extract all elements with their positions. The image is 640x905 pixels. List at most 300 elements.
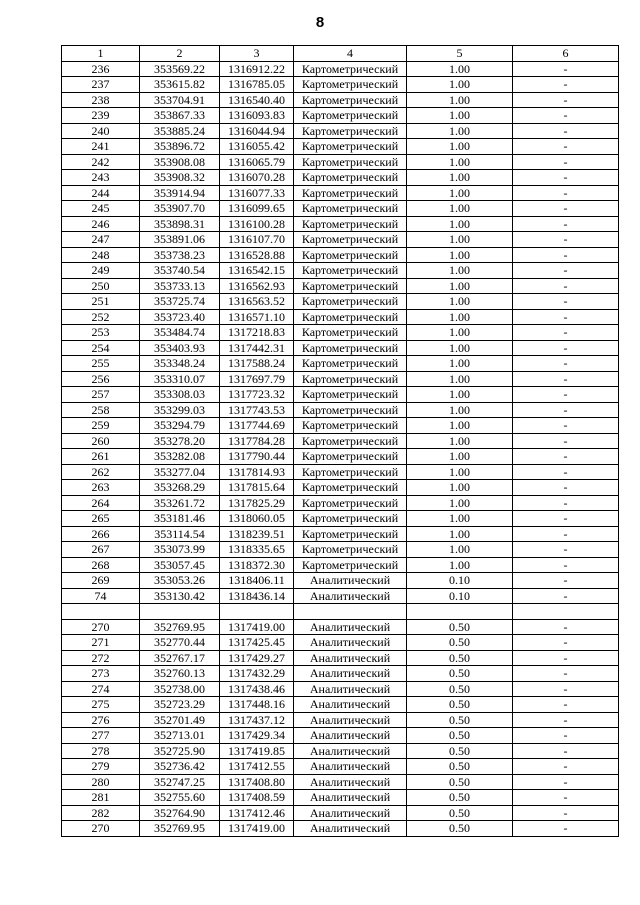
x-coordinate-cell: 352736.42 (140, 759, 220, 775)
accuracy-cell: 0.50 (407, 619, 513, 635)
accuracy-cell: 1.00 (407, 170, 513, 186)
y-coordinate-cell: 1317723.32 (220, 387, 294, 403)
table-row (62, 418, 619, 434)
note-cell: - (513, 619, 619, 635)
point-number-cell: 238 (62, 92, 140, 108)
y-coordinate-cell: 1317412.46 (220, 805, 294, 821)
point-number-cell (62, 604, 140, 620)
y-coordinate-cell: 1316044.94 (220, 123, 294, 139)
y-coordinate-cell: 1317419.85 (220, 743, 294, 759)
accuracy-cell: 1.00 (407, 294, 513, 310)
y-coordinate-cell: 1316099.65 (220, 201, 294, 217)
accuracy-cell: 1.00 (407, 232, 513, 248)
table-row (62, 108, 619, 124)
y-coordinate-cell: 1317429.34 (220, 728, 294, 744)
x-coordinate-cell: 353896.72 (140, 139, 220, 155)
note-cell: - (513, 356, 619, 372)
table-row (62, 201, 619, 217)
y-coordinate-cell: 1318372.30 (220, 557, 294, 573)
x-coordinate-cell: 353310.07 (140, 371, 220, 387)
note-cell: - (513, 371, 619, 387)
y-coordinate-cell: 1317408.59 (220, 790, 294, 806)
y-coordinate-cell: 1316077.33 (220, 185, 294, 201)
page-number: 8 (315, 14, 325, 31)
note-cell: - (513, 774, 619, 790)
table-body (62, 46, 619, 837)
method-cell: Картометрический (294, 449, 407, 465)
accuracy-cell: 1.00 (407, 123, 513, 139)
note-cell: - (513, 681, 619, 697)
x-coordinate-cell: 353348.24 (140, 356, 220, 372)
method-cell: Картометрический (294, 170, 407, 186)
note-cell: - (513, 92, 619, 108)
note-cell: - (513, 650, 619, 666)
table-row (62, 387, 619, 403)
method-cell: Картометрический (294, 278, 407, 294)
method-cell: Аналитический (294, 805, 407, 821)
x-coordinate-cell: 353053.26 (140, 573, 220, 589)
table-row (62, 325, 619, 341)
method-cell: Картометрический (294, 154, 407, 170)
x-coordinate-cell: 353130.42 (140, 588, 220, 604)
accuracy-cell: 1.00 (407, 61, 513, 77)
point-number-cell: 282 (62, 805, 140, 821)
accuracy-cell: 0.50 (407, 774, 513, 790)
table-row (62, 185, 619, 201)
x-coordinate-cell: 353114.54 (140, 526, 220, 542)
x-coordinate-cell: 353181.46 (140, 511, 220, 527)
accuracy-cell: 1.00 (407, 154, 513, 170)
x-coordinate-cell (140, 604, 220, 620)
y-coordinate-cell: 1317588.24 (220, 356, 294, 372)
table-row (62, 573, 619, 589)
table-row (62, 635, 619, 651)
table-row (62, 247, 619, 263)
point-number-cell: 240 (62, 123, 140, 139)
table-row (62, 278, 619, 294)
point-number-cell: 258 (62, 402, 140, 418)
note-cell: - (513, 449, 619, 465)
x-coordinate-cell: 353057.45 (140, 557, 220, 573)
y-coordinate-cell: 1317784.28 (220, 433, 294, 449)
table-row (62, 402, 619, 418)
table-row (62, 805, 619, 821)
table-row (62, 139, 619, 155)
x-coordinate-cell: 353733.13 (140, 278, 220, 294)
point-number-cell: 252 (62, 309, 140, 325)
y-coordinate-cell: 1317412.55 (220, 759, 294, 775)
method-cell: Картометрический (294, 77, 407, 93)
method-cell: Картометрический (294, 464, 407, 480)
note-cell: - (513, 697, 619, 713)
table-row (62, 495, 619, 511)
note-cell: - (513, 123, 619, 139)
note-cell: - (513, 805, 619, 821)
note-cell: - (513, 402, 619, 418)
note-cell: - (513, 387, 619, 403)
x-coordinate-cell: 353282.08 (140, 449, 220, 465)
note-cell: - (513, 464, 619, 480)
table-header-row (62, 46, 619, 62)
table-row (62, 557, 619, 573)
table-row (62, 294, 619, 310)
x-coordinate-cell: 353299.03 (140, 402, 220, 418)
point-number-cell: 269 (62, 573, 140, 589)
accuracy-cell: 1.00 (407, 356, 513, 372)
accuracy-cell: 1.00 (407, 201, 513, 217)
point-number-cell: 281 (62, 790, 140, 806)
accuracy-cell: 0.50 (407, 712, 513, 728)
x-coordinate-cell: 353308.03 (140, 387, 220, 403)
x-coordinate-cell: 353891.06 (140, 232, 220, 248)
method-cell: Картометрический (294, 325, 407, 341)
point-number-cell: 270 (62, 821, 140, 837)
accuracy-cell: 0.50 (407, 666, 513, 682)
accuracy-cell: 1.00 (407, 464, 513, 480)
point-number-cell: 251 (62, 294, 140, 310)
point-number-cell: 262 (62, 464, 140, 480)
table-row (62, 697, 619, 713)
note-cell: - (513, 790, 619, 806)
y-coordinate-cell: 1317432.29 (220, 666, 294, 682)
point-number-cell: 250 (62, 278, 140, 294)
accuracy-cell (407, 604, 513, 620)
table-row (62, 232, 619, 248)
x-coordinate-cell: 353867.33 (140, 108, 220, 124)
y-coordinate-cell: 1317419.00 (220, 821, 294, 837)
x-coordinate-cell: 353907.70 (140, 201, 220, 217)
x-coordinate-cell: 353268.29 (140, 480, 220, 496)
y-coordinate-cell: 1316571.10 (220, 309, 294, 325)
note-cell: - (513, 759, 619, 775)
y-coordinate-cell: 1317743.53 (220, 402, 294, 418)
accuracy-cell: 0.10 (407, 588, 513, 604)
method-cell: Картометрический (294, 371, 407, 387)
x-coordinate-cell: 352770.44 (140, 635, 220, 651)
note-cell: - (513, 557, 619, 573)
note-cell: - (513, 263, 619, 279)
y-coordinate-cell: 1317448.16 (220, 697, 294, 713)
method-cell: Аналитический (294, 759, 407, 775)
method-cell: Картометрический (294, 340, 407, 356)
point-number-cell: 244 (62, 185, 140, 201)
note-cell: - (513, 325, 619, 341)
accuracy-cell: 1.00 (407, 387, 513, 403)
accuracy-cell: 0.50 (407, 635, 513, 651)
accuracy-cell: 0.50 (407, 650, 513, 666)
x-coordinate-cell: 352755.60 (140, 790, 220, 806)
x-coordinate-cell: 352723.29 (140, 697, 220, 713)
note-cell: - (513, 712, 619, 728)
point-number-cell: 245 (62, 201, 140, 217)
point-number-cell: 264 (62, 495, 140, 511)
y-coordinate-cell: 1317425.45 (220, 635, 294, 651)
method-cell: Аналитический (294, 712, 407, 728)
method-cell: Картометрический (294, 232, 407, 248)
x-coordinate-cell: 352764.90 (140, 805, 220, 821)
y-coordinate-cell: 1316100.28 (220, 216, 294, 232)
note-cell: - (513, 666, 619, 682)
y-coordinate-cell: 1317438.46 (220, 681, 294, 697)
method-cell: Картометрический (294, 356, 407, 372)
note-cell: - (513, 743, 619, 759)
table-row (62, 309, 619, 325)
method-cell (294, 604, 407, 620)
note-cell: - (513, 201, 619, 217)
point-number-cell: 261 (62, 449, 140, 465)
x-coordinate-cell: 353914.94 (140, 185, 220, 201)
point-number-cell: 254 (62, 340, 140, 356)
table-row (62, 123, 619, 139)
x-coordinate-cell: 353278.20 (140, 433, 220, 449)
method-cell: Аналитический (294, 743, 407, 759)
table-row (62, 526, 619, 542)
table-row (62, 340, 619, 356)
accuracy-cell: 1.00 (407, 278, 513, 294)
y-coordinate-cell: 1317697.79 (220, 371, 294, 387)
x-coordinate-cell: 353908.32 (140, 170, 220, 186)
y-coordinate-cell: 1317825.29 (220, 495, 294, 511)
accuracy-cell: 1.00 (407, 542, 513, 558)
accuracy-cell: 1.00 (407, 371, 513, 387)
accuracy-cell: 0.50 (407, 681, 513, 697)
method-cell: Картометрический (294, 402, 407, 418)
y-coordinate-cell: 1317814.93 (220, 464, 294, 480)
x-coordinate-cell: 352760.13 (140, 666, 220, 682)
table-row (62, 356, 619, 372)
note-cell: - (513, 61, 619, 77)
accuracy-cell: 0.50 (407, 759, 513, 775)
accuracy-cell: 0.50 (407, 821, 513, 837)
point-number-cell: 247 (62, 232, 140, 248)
note-cell: - (513, 588, 619, 604)
point-number-cell: 271 (62, 635, 140, 651)
note-cell: - (513, 108, 619, 124)
accuracy-cell: 1.00 (407, 185, 513, 201)
point-number-cell: 256 (62, 371, 140, 387)
y-coordinate-cell: 1316785.05 (220, 77, 294, 93)
x-coordinate-cell: 353073.99 (140, 542, 220, 558)
table-row (62, 92, 619, 108)
note-cell: - (513, 573, 619, 589)
method-cell: Картометрический (294, 247, 407, 263)
accuracy-cell: 1.00 (407, 495, 513, 511)
point-number-cell: 253 (62, 325, 140, 341)
x-coordinate-cell: 353885.24 (140, 123, 220, 139)
point-number-cell: 241 (62, 139, 140, 155)
x-coordinate-cell: 352769.95 (140, 619, 220, 635)
table-row (62, 216, 619, 232)
header-cell: 2 (140, 46, 220, 62)
y-coordinate-cell: 1316540.40 (220, 92, 294, 108)
accuracy-cell: 1.00 (407, 449, 513, 465)
point-number-cell: 278 (62, 743, 140, 759)
x-coordinate-cell: 353294.79 (140, 418, 220, 434)
note-cell: - (513, 418, 619, 434)
point-number-cell: 248 (62, 247, 140, 263)
y-coordinate-cell: 1316055.42 (220, 139, 294, 155)
x-coordinate-cell: 352725.90 (140, 743, 220, 759)
note-cell: - (513, 232, 619, 248)
point-number-cell: 246 (62, 216, 140, 232)
table-row (62, 263, 619, 279)
point-number-cell: 267 (62, 542, 140, 558)
accuracy-cell: 1.00 (407, 526, 513, 542)
method-cell: Картометрический (294, 542, 407, 558)
table-row (62, 650, 619, 666)
y-coordinate-cell: 1316542.15 (220, 263, 294, 279)
y-coordinate-cell: 1317429.27 (220, 650, 294, 666)
y-coordinate-cell: 1317408.80 (220, 774, 294, 790)
note-cell: - (513, 216, 619, 232)
point-number-cell: 236 (62, 61, 140, 77)
x-coordinate-cell: 353403.93 (140, 340, 220, 356)
note-cell: - (513, 340, 619, 356)
point-number-cell: 268 (62, 557, 140, 573)
method-cell: Картометрический (294, 92, 407, 108)
x-coordinate-cell: 353908.08 (140, 154, 220, 170)
table-row (62, 77, 619, 93)
note-cell: - (513, 185, 619, 201)
table-row (62, 728, 619, 744)
table-row (62, 619, 619, 635)
note-cell: - (513, 154, 619, 170)
note-cell: - (513, 139, 619, 155)
accuracy-cell: 1.00 (407, 77, 513, 93)
y-coordinate-cell: 1316093.83 (220, 108, 294, 124)
method-cell: Картометрический (294, 139, 407, 155)
method-cell: Аналитический (294, 790, 407, 806)
table-row (62, 511, 619, 527)
accuracy-cell: 0.50 (407, 790, 513, 806)
table-row (62, 433, 619, 449)
point-number-cell: 239 (62, 108, 140, 124)
note-cell: - (513, 77, 619, 93)
table-row (62, 588, 619, 604)
x-coordinate-cell: 353738.23 (140, 247, 220, 263)
method-cell: Аналитический (294, 635, 407, 651)
y-coordinate-cell: 1317419.00 (220, 619, 294, 635)
accuracy-cell: 1.00 (407, 108, 513, 124)
x-coordinate-cell: 353898.31 (140, 216, 220, 232)
accuracy-cell: 1.00 (407, 309, 513, 325)
note-cell: - (513, 495, 619, 511)
y-coordinate-cell: 1317437.12 (220, 712, 294, 728)
method-cell: Аналитический (294, 728, 407, 744)
method-cell: Картометрический (294, 557, 407, 573)
accuracy-cell: 1.00 (407, 263, 513, 279)
method-cell: Картометрический (294, 309, 407, 325)
note-cell: - (513, 294, 619, 310)
x-coordinate-cell: 353704.91 (140, 92, 220, 108)
y-coordinate-cell: 1316107.70 (220, 232, 294, 248)
header-cell: 5 (407, 46, 513, 62)
method-cell: Аналитический (294, 588, 407, 604)
y-coordinate-cell: 1316562.93 (220, 278, 294, 294)
method-cell: Картометрический (294, 294, 407, 310)
y-coordinate-cell: 1318335.65 (220, 542, 294, 558)
table-row (62, 821, 619, 837)
point-number-cell: 255 (62, 356, 140, 372)
method-cell: Картометрический (294, 387, 407, 403)
y-coordinate-cell: 1316065.79 (220, 154, 294, 170)
point-number-cell: 259 (62, 418, 140, 434)
point-number-cell: 270 (62, 619, 140, 635)
point-number-cell: 265 (62, 511, 140, 527)
method-cell: Картометрический (294, 495, 407, 511)
coordinates-table (61, 45, 619, 837)
accuracy-cell: 1.00 (407, 557, 513, 573)
point-number-cell: 277 (62, 728, 140, 744)
table-row (62, 371, 619, 387)
x-coordinate-cell: 353277.04 (140, 464, 220, 480)
x-coordinate-cell: 352767.17 (140, 650, 220, 666)
header-cell: 3 (220, 46, 294, 62)
accuracy-cell: 1.00 (407, 325, 513, 341)
point-number-cell: 279 (62, 759, 140, 775)
note-cell: - (513, 821, 619, 837)
accuracy-cell: 1.00 (407, 340, 513, 356)
note-cell: - (513, 526, 619, 542)
accuracy-cell: 0.10 (407, 573, 513, 589)
note-cell: - (513, 170, 619, 186)
x-coordinate-cell: 353725.74 (140, 294, 220, 310)
point-number-cell: 276 (62, 712, 140, 728)
y-coordinate-cell: 1317815.64 (220, 480, 294, 496)
accuracy-cell: 1.00 (407, 139, 513, 155)
table-row (62, 604, 619, 620)
table-row (62, 666, 619, 682)
point-number-cell: 260 (62, 433, 140, 449)
method-cell: Аналитический (294, 681, 407, 697)
y-coordinate-cell: 1316912.22 (220, 61, 294, 77)
method-cell: Картометрический (294, 216, 407, 232)
x-coordinate-cell: 353569.22 (140, 61, 220, 77)
method-cell: Картометрический (294, 418, 407, 434)
note-cell: - (513, 433, 619, 449)
y-coordinate-cell: 1318060.05 (220, 511, 294, 527)
note-cell: - (513, 635, 619, 651)
table-row (62, 464, 619, 480)
method-cell: Картометрический (294, 123, 407, 139)
method-cell: Картометрический (294, 526, 407, 542)
accuracy-cell: 1.00 (407, 216, 513, 232)
point-number-cell: 280 (62, 774, 140, 790)
header-cell: 4 (294, 46, 407, 62)
note-cell: - (513, 309, 619, 325)
note-cell: - (513, 542, 619, 558)
accuracy-cell: 1.00 (407, 480, 513, 496)
y-coordinate-cell: 1317790.44 (220, 449, 294, 465)
method-cell: Картометрический (294, 480, 407, 496)
table-row (62, 154, 619, 170)
table-row (62, 542, 619, 558)
accuracy-cell: 0.50 (407, 728, 513, 744)
x-coordinate-cell: 353615.82 (140, 77, 220, 93)
table-row (62, 170, 619, 186)
note-cell: - (513, 728, 619, 744)
accuracy-cell: 1.00 (407, 92, 513, 108)
point-number-cell: 274 (62, 681, 140, 697)
point-number-cell: 275 (62, 697, 140, 713)
table-row (62, 712, 619, 728)
method-cell: Аналитический (294, 666, 407, 682)
y-coordinate-cell (220, 604, 294, 620)
table-row (62, 61, 619, 77)
y-coordinate-cell: 1317744.69 (220, 418, 294, 434)
y-coordinate-cell: 1317442.31 (220, 340, 294, 356)
table-row (62, 480, 619, 496)
